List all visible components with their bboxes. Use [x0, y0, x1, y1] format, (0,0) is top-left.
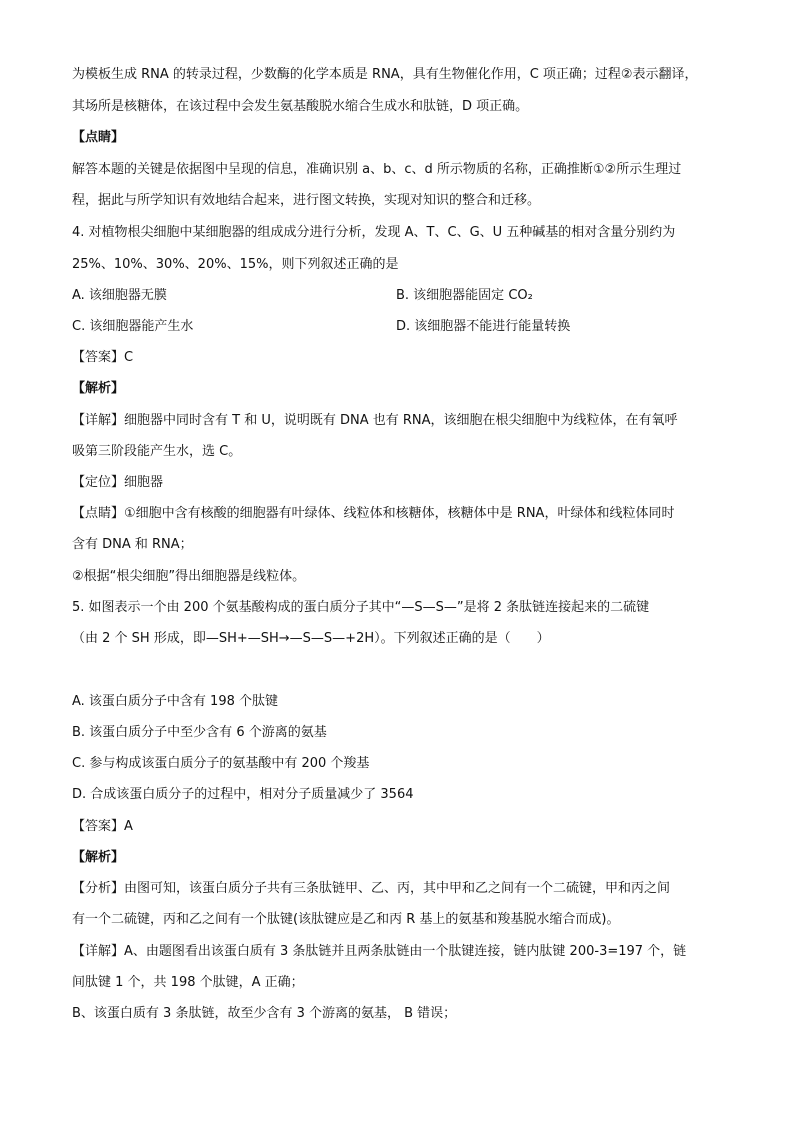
answer-line: 【答案】C — [72, 350, 134, 365]
text-line: ②根据“根尖细胞”得出细胞器是线粒体。 — [72, 569, 306, 584]
section-heading: 【解析】 — [72, 381, 125, 396]
text-line: B、该蛋白质有 3 条肽链，故至少含有 3 个游离的氨基， B 错误； — [72, 1006, 457, 1021]
option-d: D. 该细胞器不能进行能量转换 — [396, 319, 571, 334]
text-line: 有一个二硫键，丙和乙之间有一个肽键(该肽键应是乙和丙 R 基上的氨基和羧基脱水缩合而成)。 — [72, 912, 620, 927]
section-heading: 【解析】 — [72, 850, 125, 865]
question-text: （由 2 个 SH 形成，即—SH+—SH→—S—S—+2H）。下列叙述正确的是（ ） — [72, 631, 550, 646]
text-line: 程，据此与所学知识有效地结合起来，进行图文转换，实现对知识的整合和迁移。 — [72, 193, 541, 208]
option-d: D. 合成该蛋白质分子的过程中，相对分子质量减少了 3564 — [72, 787, 414, 802]
text-line: 解答本题的关键是依据图中呈现的信息，准确识别 a、b、c、d 所示物质的名称，正确推断①②所示生理过 — [72, 162, 682, 177]
option-a: A. 该细胞器无膜 — [72, 288, 167, 303]
text-line: 吸第三阶段能产生水，选 C。 — [72, 444, 242, 459]
option-a: A. 该蛋白质分子中含有 198 个肽键 — [72, 694, 279, 709]
answer-line: 【答案】A — [72, 819, 133, 834]
text-line: 【分析】由图可知，该蛋白质分子共有三条肽链甲、乙、丙，其中甲和乙之间有一个二硫键，甲和丙之间 — [72, 881, 671, 896]
section-heading: 【点睛】 — [72, 130, 125, 145]
option-c: C. 该细胞器能产生水 — [72, 319, 194, 334]
text-line: 【定位】细胞器 — [72, 475, 164, 490]
text-line: 【详解】细胞器中同时含有 T 和 U，说明既有 DNA 也有 RNA，该细胞在根尖细胞中为线粒体，在有氧呼 — [72, 413, 678, 428]
text-line: 间肽键 1 个，共 198 个肽键，A 正确； — [72, 975, 304, 990]
text-line: 【点睛】①细胞中含有核酸的细胞器有叶绿体、线粒体和核糖体，核糖体中是 RNA，叶绿体和线粒体同时 — [72, 506, 675, 521]
text-line: 含有 DNA 和 RNA； — [72, 537, 193, 552]
option-b: B. 该蛋白质分子中至少含有 6 个游离的氨基 — [72, 725, 327, 740]
text-line: 为模板生成 RNA 的转录过程，少数酶的化学本质是 RNA，具有生物催化作用，C 项正确；过程②表示翻译， — [72, 67, 698, 82]
option-c: C. 参与构成该蛋白质分子的氨基酸中有 200 个羧基 — [72, 756, 370, 771]
option-b: B. 该细胞器能固定 CO₂ — [396, 288, 533, 303]
question-text: 5. 如图表示一个由 200 个氨基酸构成的蛋白质分子其中“—S—S—”是将 2 条肽链连接起来的二硫键 — [72, 600, 650, 615]
text-line: 【详解】A、由题图看出该蛋白质有 3 条肽链并且两条肽链由一个肽键连接，链内肽键 200-3=197 个，链 — [72, 944, 687, 959]
text-line: 其场所是核糖体，在该过程中会发生氨基酸脱水缩合生成水和肽链，D 项正确。 — [72, 99, 529, 114]
question-text: 25%、10%、30%、20%、15%，则下列叙述正确的是 — [72, 257, 399, 272]
question-text: 4. 对植物根尖细胞中某细胞器的组成成分进行分析，发现 A、T、C、G、U 五种碱基的相对含量分别约为 — [72, 225, 676, 240]
